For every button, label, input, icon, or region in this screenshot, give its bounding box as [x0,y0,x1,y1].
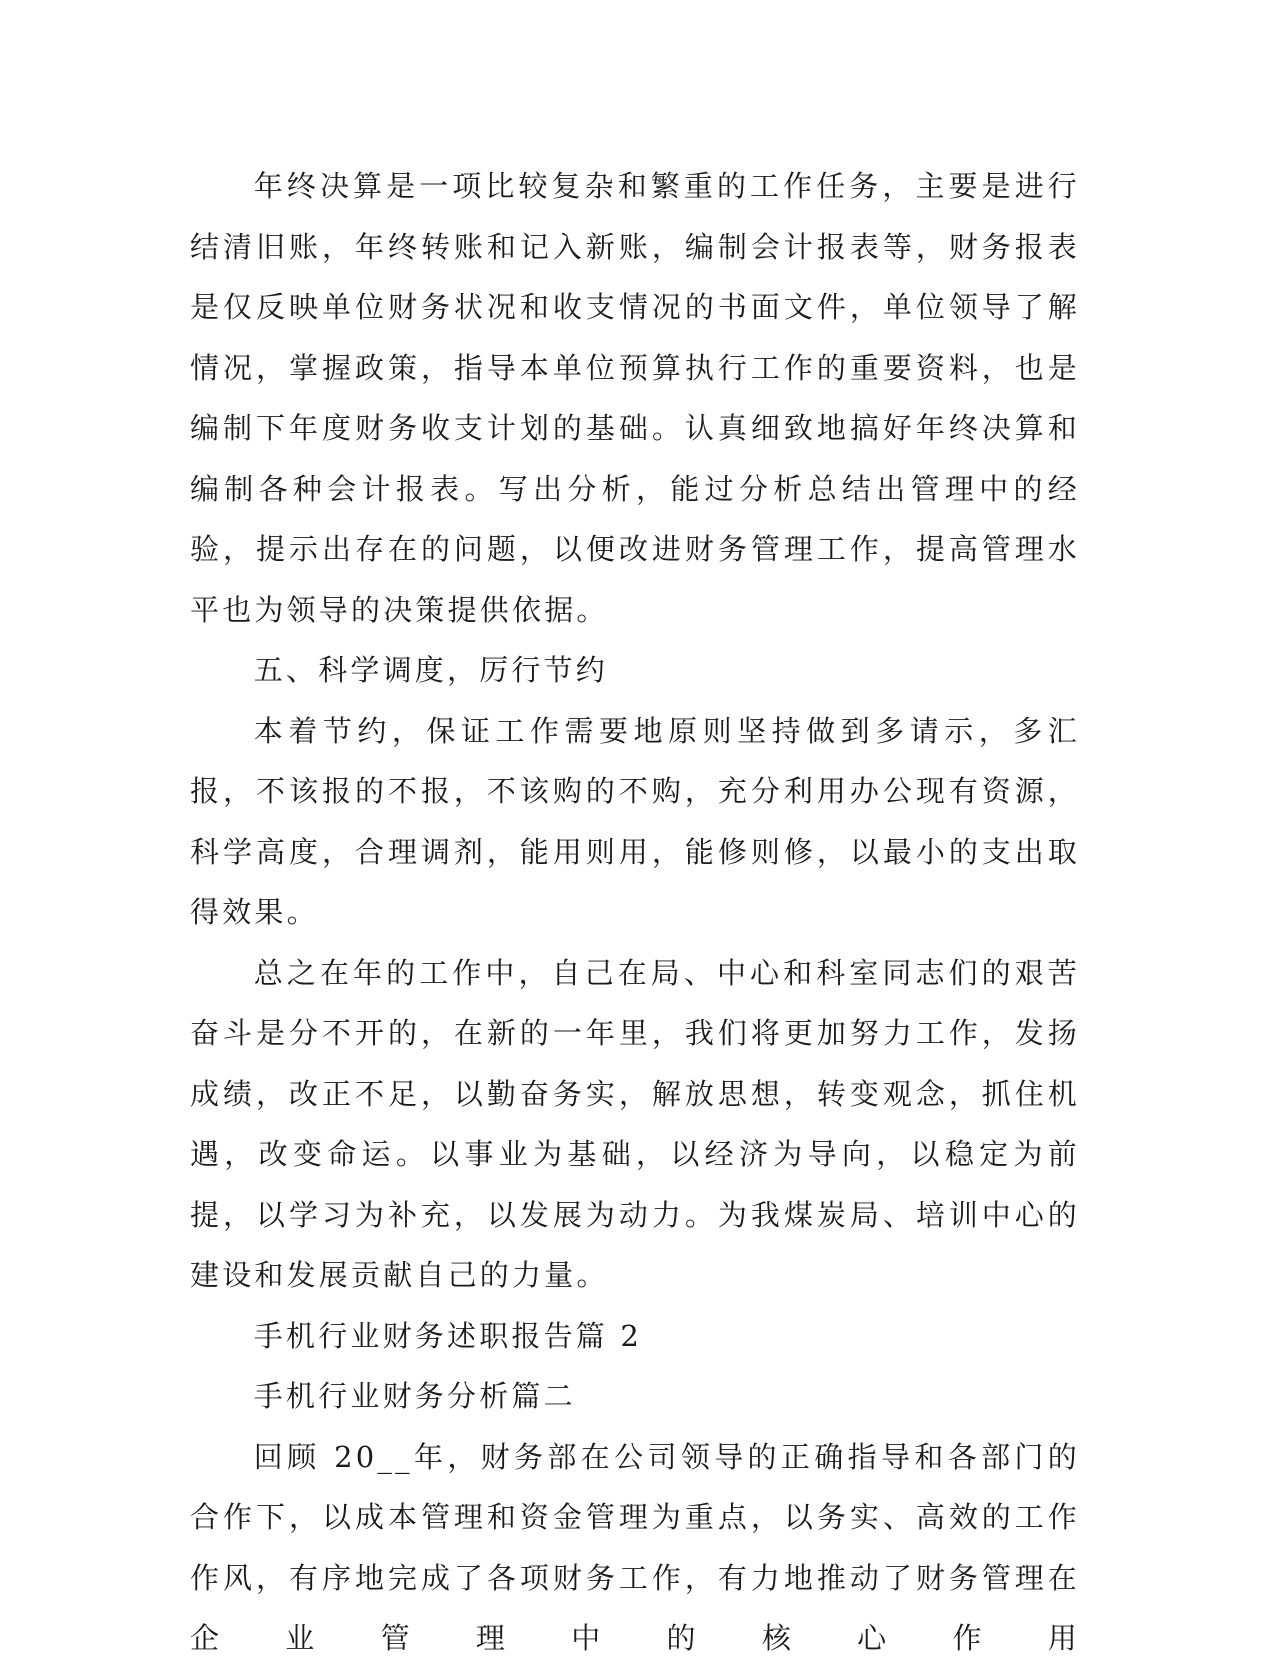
paragraph-summary: 总之在年的工作中，自己在局、中心和科室同志们的艰苦奋斗是分不开的，在新的一年里，我们将更加努力工作，发扬成绩，改正不足，以勤奋务实，解放思想，转变观念，抓住机遇，改变命运。以事业为基础，以经济为导向，以稳定为前提，以学习为补充，以发展为动力。为我煤炭局、培训中心的建设和发展贡献自己的力量。 [190,955,1080,1292]
paragraph-economy-principle: 本着节约，保证工作需要地原则坚持做到多请示，多汇报，不该报的不报，不该购的不购，充分利用办公现有资源，科学高度，合理调剂，能用则用，能修则修，以最小的支出取得效果。 [190,713,1080,929]
document-body [190,156,1080,1669]
report-title: 手机行业财务述职报告篇 2 [253,1318,643,1353]
report-subtitle: 手机行业财务分析篇二 [253,1379,576,1413]
paragraph-year-end-settlement: 年终决算是一项比较复杂和繁重的工作任务，主要是进行结清旧账，年终转账和记入新账，编制会计报表等，财务报表是仅反映单位财务状况和收支情况的书面文件，单位领导了解情况，掌握政策，指导本单位预算执行工作的重要资料，也是编制下年度财务收支计划的基础。认真细致地搞好年终决算和编制各种会计报表。写出分析，能过分析总结出管理中的经验，提示出存在的问题，以便改进财务管理工作，提高管理水平也为领导的决策提供依据。 [190,169,1080,627]
paragraph-review: 回顾 20__年，财务部在公司领导的正确指导和各部门的合作下，以成本管理和资金管理为重点，以务实、高效的工作作风，有序地完成了各项财务工作，有力地推动了财务管理在企业管理中的核心作用 [190,1439,1080,1655]
section-heading-scheduling-economy: 五、科学调度，厉行节约 [253,653,608,687]
